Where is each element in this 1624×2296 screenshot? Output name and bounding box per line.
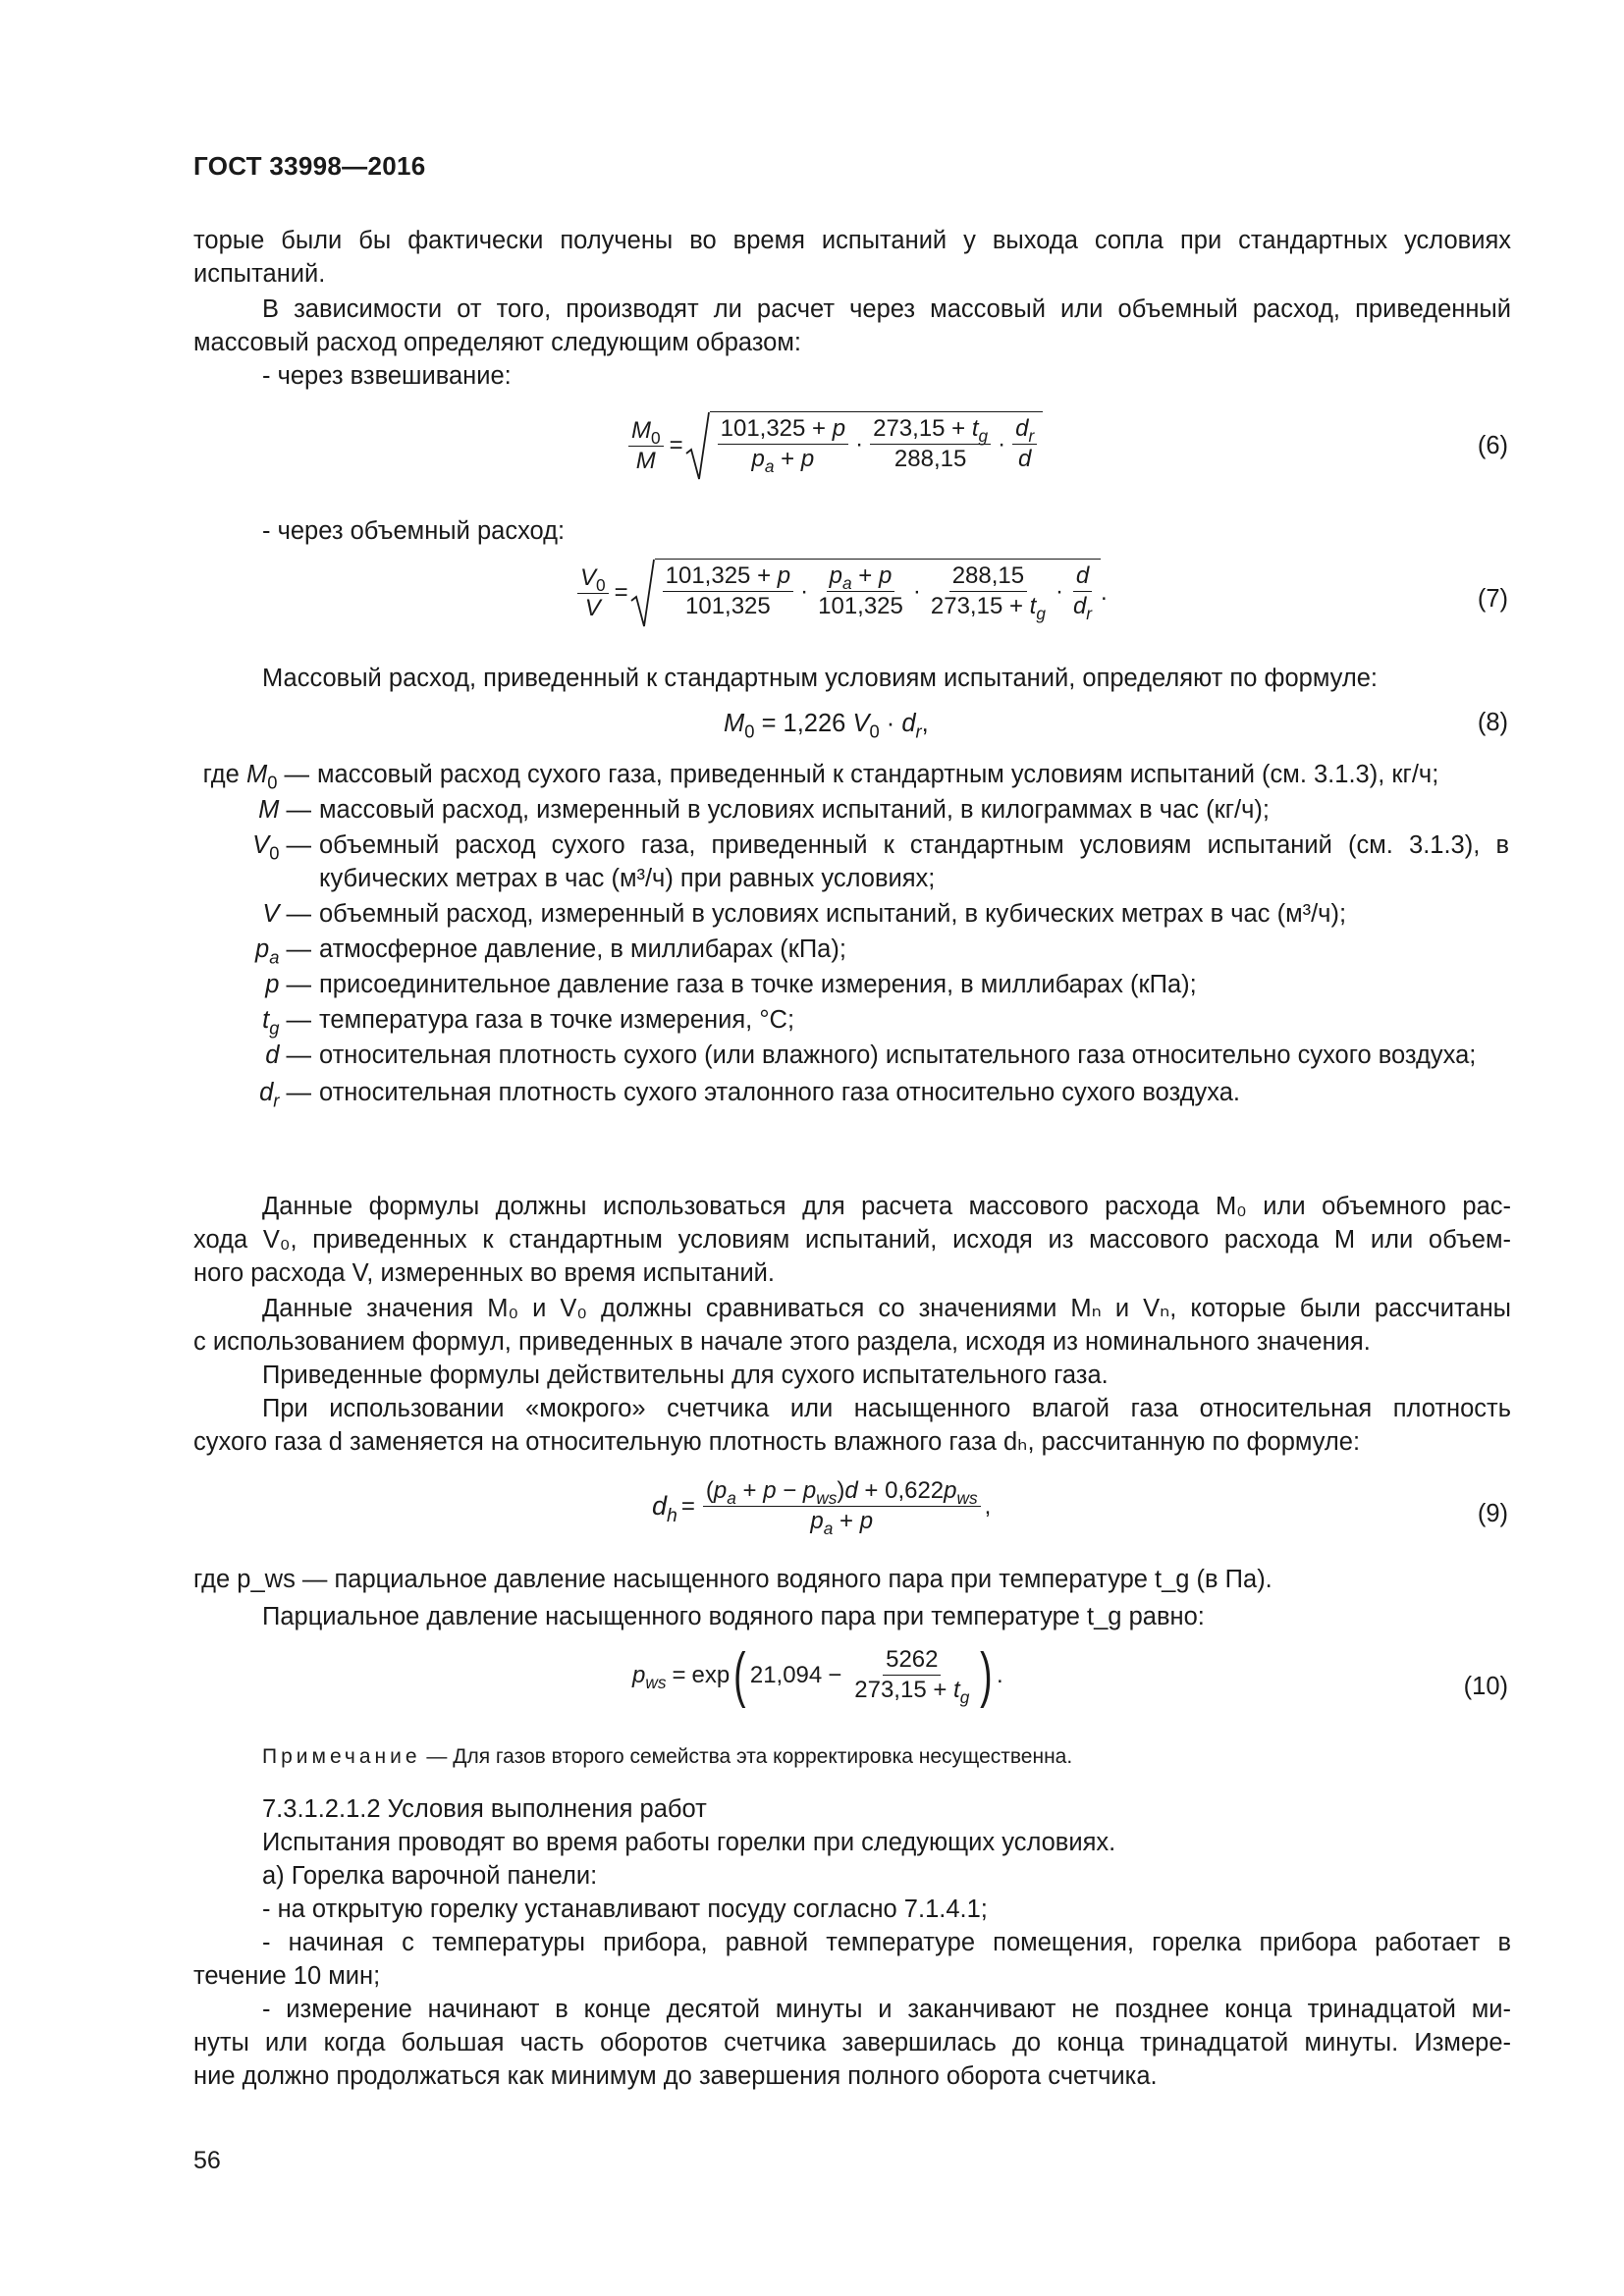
paragraph-line: В зависимости от того, производят ли расчет через массовый или объемный расход, приведенный (262, 295, 1511, 323)
paragraph-line: Парциальное давление насыщенного водяного пара при температуре t_g равно: (262, 1603, 1205, 1630)
list-item: нуты или когда большая часть оборотов счетчика завершилась до конца тринадцатой минуты. Измере- (193, 2029, 1511, 2056)
constant: 101,325 (818, 593, 903, 619)
constant: 273,15 (873, 415, 946, 442)
formula-8: $M_0 = 1,226$ $V_0 \cdot d_r$, (724, 710, 929, 742)
paragraph-line: Данные формулы должны использоваться для расчета массового расхода M₀ или объемного рас- (262, 1193, 1511, 1220)
constant: 101,325 (665, 562, 751, 589)
definition-dr: относительная плотность сухого эталонного газа относительно сухого воздуха. (319, 1079, 1241, 1106)
formula-10: $p_{ws}$ = exp ( 21,094 − $\frac{5262}{273,15 + t_g}$ ) . (632, 1640, 1003, 1709)
sqrt: $\frac{101,325 + p}{p_a + p}$ · $\frac{273,15 + t_g}{288,15}$ · $\frac{d_r}{d}$ (685, 410, 1044, 481)
formula-7: $\frac{V_0}{V}$ = $\frac{101,325 + p}{101,325}$ · $\frac{p_a + p}{101,325}$ · $\frac{288,15}{273,15 + t_g}$ · $\frac{d}{d_r}$ . (573, 558, 1108, 628)
paragraph-line: с использованием формул, приведенных в начале этого раздела, исходя из номинального значения. (193, 1328, 1371, 1356)
constant: 21,094 (749, 1661, 823, 1688)
definition-V: объемный расход, измеренный в условиях испытаний, в кубических метрах в час (м³/ч); (319, 900, 1347, 928)
symbol-definitions: где $M_0$ — массовый расход сухого газа, приведенный к стандартным условиям испытаний (см. 3.1.3), кг/ч; M — массовый расход, измеренный в условиях испытаний, в килограммах в час (кг/ч); $V_0$ — объемный расход сухого газа, приведенный к стандартным условиям испытаний (см. 3.1.3), в кубических метрах в час (м³/ч) при равных условиях; V — объемный расход, измеренный в условиях испытаний, в кубических метрах в час (м³/ч); $p_a$ — атмосферное давление, в миллибарах (кПа); p — присоединительное давление газа в точке измерения, в миллибарах (кПа); $t_g$ — температура газа в точке измерения, °С; d — относительная плотность сухого (или влажного) испытательного газа относительно сухого воздуха; $d_r$ — относительная плотность сухого эталонного газа относительно сухого воздуха. (193, 758, 1509, 1109)
formula-6: $\frac{M_0}{M}$ = $\frac{101,325 + p}{p_a + p}$ · $\frac{273,15 + t_g}{288,15}$ · $\frac{d_r}{d}$ (624, 410, 1043, 481)
fraction: $\frac{M_0}{M}$ (628, 416, 664, 476)
constant: 273,15 (854, 1677, 927, 1703)
equation-number: (7) (1477, 585, 1508, 613)
formula-9: $d_h$ = $\frac{(p_a + p - p_{ws})d + 0,622p_{ws}}{p_a + p}$ , (652, 1477, 992, 1539)
where-label: где (202, 761, 240, 788)
equation-number: (8) (1477, 709, 1508, 736)
paragraph-line: Испытания проводят во время работы горелки при следующих условиях. (262, 1829, 1116, 1856)
constant: 288,15 (949, 561, 1027, 592)
paragraph-line: Приведенные формулы действительны для сухого испытательного газа. (262, 1362, 1109, 1389)
paragraph-line: испытаний. (193, 260, 326, 288)
paragraph-line: массовый расход определяют следующим образом: (193, 329, 801, 356)
page-number: 56 (193, 2147, 221, 2174)
paragraph-line: сухого газа d заменяется на относительную плотность влажного газа dₕ, рассчитанную по формуле: (193, 1428, 1361, 1456)
exp-function: exp (691, 1661, 731, 1688)
definition-tg: температура газа в точке измерения, °С; (319, 1006, 795, 1034)
constant: 0,622 (885, 1477, 945, 1504)
constant: = 1,226 (761, 710, 846, 737)
list-item: течение 10 мин; (193, 1962, 381, 1990)
list-item: - измерение начинают в конце десятой минуты и заканчивают не позднее конца тринадцатой ми- (262, 1996, 1511, 2023)
definition-V0: объемный расход сухого газа, приведенный к стандартным условиям испытаний (см. 3.1.3), в кубических метрах в час (м³/ч) при равных условиях; (319, 831, 1509, 892)
paragraph-line: а) Горелка варочной панели: (262, 1862, 598, 1890)
constant: 273,15 (930, 593, 1003, 619)
constant: 288,15 (893, 446, 967, 472)
list-item: - начиная с температуры прибора, равной температуре помещения, горелка прибора работает в (262, 1929, 1511, 1956)
paragraph-line: ного расхода V, измеренных во время испытаний. (193, 1259, 776, 1287)
equation-number: (6) (1477, 432, 1508, 459)
paragraph-line: хода V₀, приведенных к стандартным условиям испытаний, исходя из массового расхода M или объем- (193, 1226, 1511, 1254)
list-item: - на открытую горелку устанавливают посуду согласно 7.1.4.1; (262, 1896, 988, 1923)
constant: 101,325 (720, 415, 806, 442)
equation-number: (10) (1463, 1673, 1508, 1700)
definition-M0: массовый расход сухого газа, приведенный к стандартным условиям испытаний (см. 3.1.3), кг/ч; (317, 761, 1439, 788)
list-item: - через взвешивание: (262, 362, 512, 390)
paragraph-line: где p_ws — парциальное давление насыщенного водяного пара при температуре t_g (в Па). (193, 1566, 1272, 1593)
note (262, 1745, 1072, 1769)
list-item: ние должно продолжаться как минимум до завершения полного оборота счетчика. (193, 2062, 1158, 2090)
definition-d: относительная плотность сухого (или влажного) испытательного газа относительно сухого воздуха; (319, 1041, 1477, 1069)
paragraph-line: Данные значения M₀ и V₀ должны сравниваться со значениями Mₙ и Vₙ, которые были рассчитаны (262, 1295, 1511, 1322)
list-item: - через объемный расход: (262, 517, 566, 545)
constant: 101,325 (685, 593, 771, 619)
section-heading: 7.3.1.2.1.2 Условия выполнения работ (262, 1795, 707, 1823)
definition-M: массовый расход, измеренный в условиях испытаний, в килограммах в час (кг/ч); (319, 796, 1270, 824)
paragraph-line: торые были бы фактически получены во время испытаний у выхода сопла при стандартных условиях (193, 227, 1511, 254)
definition-p: присоединительное давление газа в точке измерения, в миллибарах (кПа); (319, 971, 1197, 998)
page-header: ГОСТ 33998—2016 (193, 151, 426, 181)
paragraph-line: Массовый расход, приведенный к стандартным условиям испытаний, определяют по формуле: (262, 665, 1378, 692)
paragraph-line: При использовании «мокрого» счетчика или насыщенного влагой газа относительная плотность (262, 1395, 1511, 1422)
equation-number: (9) (1477, 1500, 1508, 1527)
definition-pa: атмосферное давление, в миллибарах (кПа); (319, 935, 846, 963)
note-label: Примечание (262, 1745, 421, 1768)
note-text: — Для газов второго семейства эта корректировка несущественна. (426, 1745, 1073, 1768)
constant: 5262 (883, 1645, 941, 1676)
